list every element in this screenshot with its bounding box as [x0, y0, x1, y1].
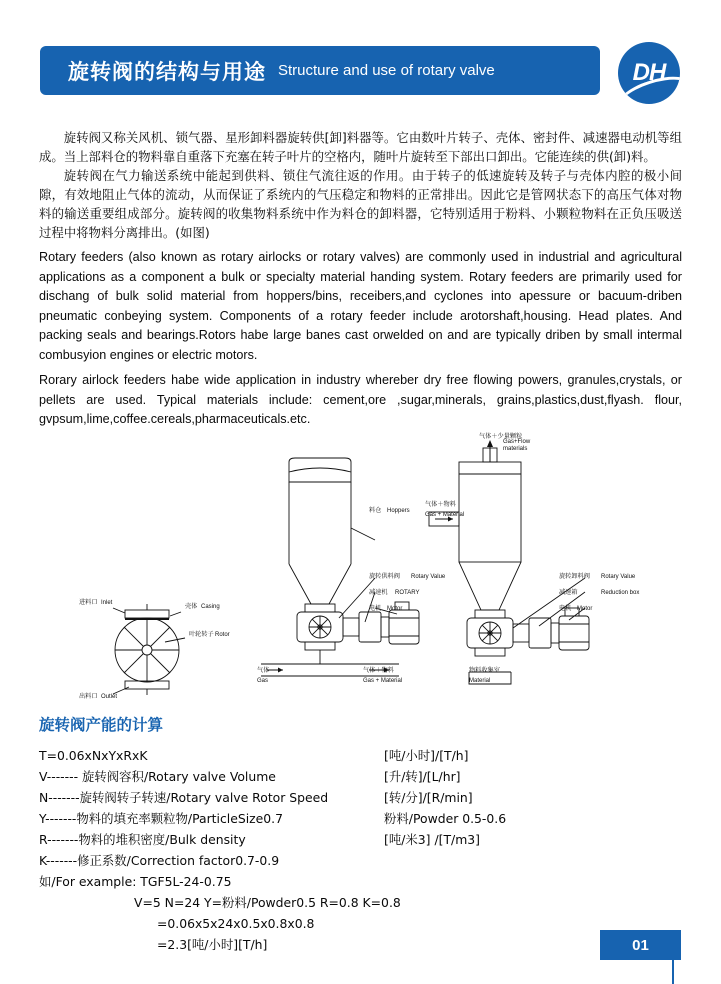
label-rotor-en: Rotor [215, 632, 230, 638]
label-gas-material-en: Gas + Material [425, 512, 465, 518]
formula-row [39, 808, 684, 829]
formula-unit: [吨/米3] /[T/m3] [384, 832, 480, 847]
label-bottom-gas-material-en: Gas + Material [363, 678, 403, 684]
label-right-valve-cn: 旋转卸料阀 [559, 573, 590, 580]
label-outlet-en: Outlet [101, 694, 118, 700]
label-casing-cn: 壳体 [185, 603, 198, 610]
formula-row [39, 829, 684, 850]
label-top-flow-en-1: Gas+Flow [503, 439, 531, 445]
label-reducer-cn: 减速机 [369, 589, 388, 596]
label-inlet-cn: 进料口 [79, 599, 98, 606]
label-right-motor-cn: 电机 [559, 605, 572, 612]
formula-unit: [升/转]/[L/hr] [384, 769, 461, 784]
label-reducer-en: ROTARY [395, 590, 420, 596]
formula-example-row-3: =2.3[吨/小时][T/h] [157, 937, 268, 952]
label-right-valve-en: Rotary Value [601, 574, 636, 580]
formula-row [39, 787, 684, 808]
label-material-en: Material [469, 678, 491, 684]
label-casing-en: Casing [201, 604, 220, 610]
paragraph-en-2: Rorary airlock feeders habe wide application in industry whereber dry free flowing powers, granules,crystals, or pellets are used. Typical materials include: cement,ore ,sugar,minerals, grains,plastics,dust,flyash. flour, gvpsum,lime,coffee.cereals,pharmaceuticals.etc. [39, 373, 682, 426]
formula-text: T=0.06xNxYxRxK [39, 748, 148, 763]
formula-example-row-1: V=5 N=24 Y=粉料/Powder0.5 R=0.8 K=0.8 [134, 895, 401, 910]
label-inlet-en: Inlet [101, 600, 113, 606]
formula-unit: [吨/小时]/[T/h] [384, 748, 469, 763]
label-rotary-valve-cn: 旋转供料阀 [369, 573, 400, 580]
label-rotor-cn: 叶轮转子 [189, 631, 214, 638]
diagram-figure [39, 432, 684, 700]
formula-unit: 粉料/Powder 0.5-0.6 [384, 811, 507, 826]
company-logo [618, 42, 680, 104]
formula-unit: [转/分]/[R/min] [384, 790, 473, 805]
label-reduction-box-en: Reduction box [601, 590, 640, 596]
footer-rule [672, 960, 674, 984]
label-gas-en: Gas [257, 678, 269, 684]
formula-example-row-2: =0.06x5x24x0.5x0.8x0.8 [157, 916, 315, 931]
formula-row [39, 871, 684, 892]
formula-row [39, 850, 684, 871]
page-header [40, 46, 680, 104]
formula-text: V------- 旋转阀容积/Rotary valve Volume [39, 769, 276, 784]
header-title-bar [40, 46, 600, 95]
label-motor-cn: 电机 [369, 605, 382, 612]
formula-text: R-------物料的堆积密度/Bulk density [39, 832, 246, 847]
formula-row [39, 766, 684, 787]
section-heading: 旋转阀产能的计算 [39, 716, 164, 734]
logo-text: DH [632, 59, 666, 86]
label-outlet-cn: 出料口 [79, 693, 98, 700]
formula-row [39, 745, 684, 766]
label-gas-material-cn: 气体＋物料 [425, 501, 456, 508]
label-bottom-gas-material-cn: 气体＋物料 [363, 667, 394, 674]
label-hopper-cn: 料仓 [369, 507, 382, 514]
formula-block [39, 745, 684, 955]
label-reduction-box-cn: 减速箱 [559, 589, 578, 596]
label-top-flow-cn: 气体＋少量颗粒 [479, 433, 523, 440]
paragraph-en-1: Rotary feeders (also known as rotary airlocks or rotary valves) are commonly used in industrial and agricultural applications as a component a bulk or specialty material handing system. Rotary feeders are primarily used for dischang of bulk solid material from hoppers/bins, receibers,and cyclones into apessure or bacuum-driben pneumatic conbeying system. Components of a rotary feeder include arotorshaft,housing. Head plates. And packing seals and bearings.Rotors habe large banes cast orwelded on and are typically driben by small intermal combusyion engines or electric motors. [39, 250, 682, 362]
label-top-flow-en-2: materials [503, 446, 528, 452]
formula-text: 如/For example: TGF5L-24-0.75 [39, 874, 232, 889]
paragraph-cn-1: 旋转阀又称关风机、锁气器、星形卸料器旋转供[卸]料器等。它由数叶片转子、壳体、密封件、减速器电动机等组成。当上部料仓的物料靠自重落下充塞在转子叶片的空格内，随叶片旋转至下部出口卸出。它能连续的供(卸)料。 [39, 130, 682, 164]
label-motor-en: Motor [387, 606, 403, 612]
body-content [39, 128, 682, 430]
label-rotary-valve-en: Rotary Value [411, 574, 446, 580]
page-number-badge: 01 [600, 930, 681, 960]
page-title-en: Structure and use of rotary valve [278, 62, 495, 79]
label-hopper-en: Hoppers [387, 508, 410, 514]
page-title-cn: 旋转阀的结构与用途 [68, 60, 266, 84]
label-gas-cn: 气体 [257, 667, 270, 674]
formula-text: N-------旋转阀转子转速/Rotary valve Rotor Speed [39, 790, 329, 805]
formula-text: Y-------物料的填充率颗粒物/ParticleSize0.7 [39, 811, 284, 826]
label-material-cn: 物料收集室 [469, 667, 500, 674]
paragraph-cn-2: 旋转阀在气力输送系统中能起到供料、锁住气流往返的作用。由于转子的低速旋转及转子与壳体内腔的极小间隙，有效地阻止气体的流动，从而保证了系统内的气压稳定和物料的正常排出。因此它是管网状态下的高压气体对物料的输送重要组成部分。旋转阀的收集物料系统中作为料仓的卸料器，它特别适用于粉料、小颗粒物料在正负压吸送过程中将物料分离排出。(如图) [39, 168, 682, 240]
formula-text: K-------修正系数/Correction factor0.7-0.9 [39, 853, 280, 868]
label-right-motor-en: Motor [577, 606, 593, 612]
